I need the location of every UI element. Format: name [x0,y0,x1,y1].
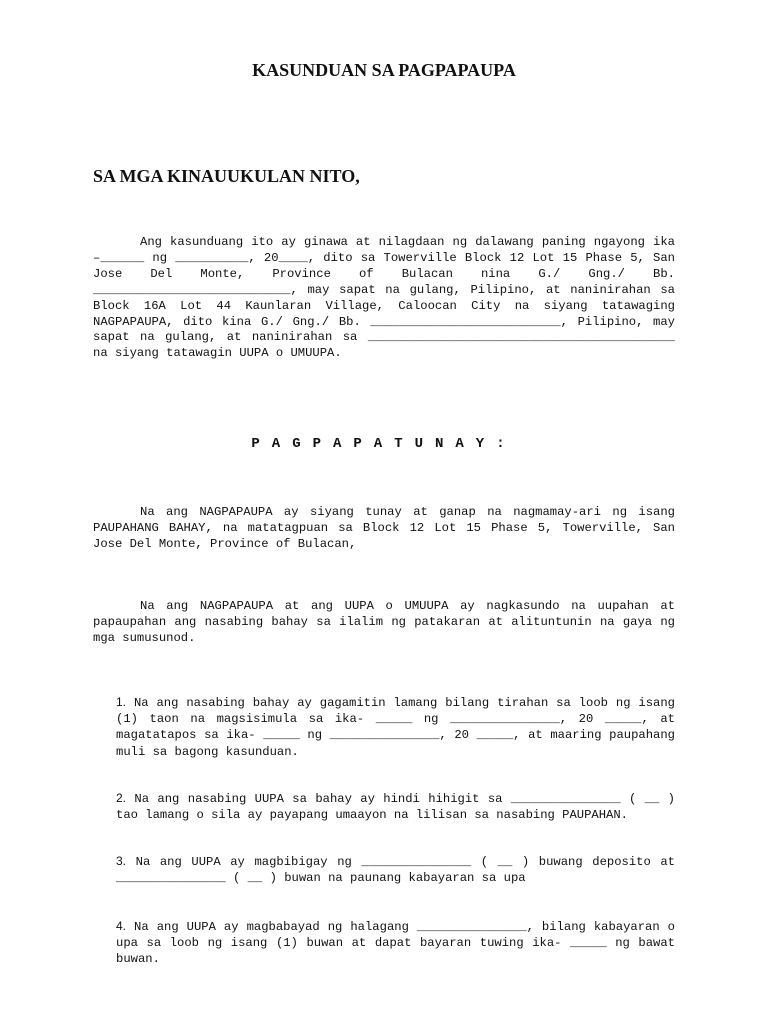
intro-paragraph: Ang kasunduang ito ay ginawa at nilagdaan ng dalawang paning ngayong ika –______ ng __________, 20____, dito sa Towerville Block 12 Lot 15 Phase 5, San Jose Del Monte, Province of Bulacan nina G./ Gng./ Bb. ___________________________, may sapat na gulang, Pilipino, at naninirahan sa Block 16A Lot 44 Kaunlaran Village, Caloocan City na siyang tatawaging NAGPAPAUPA, dito kina G./ Gng./ Bb. __________________________, Pilipino, may sapat na gulang, at naninirahan sa __________________________________________ na siyang tatawagin UUPA o UMUUPA. [93,235,675,361]
section-heading: PAGPAPATUNAY: [251,436,517,452]
list-item-number: 2. [116,791,127,805]
list-item-number: 4. [116,919,127,933]
salutation: SA MGA KINAUUKULAN NITO, [93,166,360,186]
list-item-number: 3. [116,854,127,868]
document-title: KASUNDUAN SA PAGPAPAUPA [252,60,516,80]
list-item-text: Na ang nasabing UUPA sa bahay ay hindi hihigit sa _______________ ( __ ) tao lamang o sila ay payapang umaayon na lilisan sa nasabing PAUPAHAN. [116,792,675,823]
list-item [116,790,675,823]
list-item-text: Na ang nasabing bahay ay gagamitin lamang bilang tirahan sa loob ng isang (1) taon na magsisimula sa ika- _____ ng _______________, 20 _____, at magatatapos sa ika- _____ ng _______________, 20 _____, at maaring paupahang muli sa bagong kasunduan. [116,696,675,759]
list-item [116,694,675,760]
list-item-number: 1. [116,695,127,709]
list-item [116,853,675,886]
list-item [116,918,675,968]
list-item-text: Na ang UUPA ay magbabayad ng halagang _______________, bilang kabayaran o upa sa loob ng isang (1) buwan at dapat bayaran tuwing ika- _____ ng bawat buwan. [116,920,675,967]
list-item-text: Na ang UUPA ay magbibigay ng _______________ ( __ ) buwang deposito at _______________ ( __ ) buwan na paunang kabayaran sa upa [116,855,675,886]
ownership-paragraph: Na ang NAGPAPAUPA ay siyang tunay at ganap na nagmamay-ari ng isang PAUPAHANG BAHAY, na matatagpuan sa Block 12 Lot 15 Phase 5, Towerville, San Jose Del Monte, Province of Bulacan, [93,505,675,551]
agreement-paragraph: Na ang NAGPAPAUPA at ang UUPA o UMUUPA ay nagkasundo na uupahan at papaupahan ang nasabing bahay sa ilalim ng patakaran at alituntunin na gaya ng mga sumusunod. [93,599,675,645]
